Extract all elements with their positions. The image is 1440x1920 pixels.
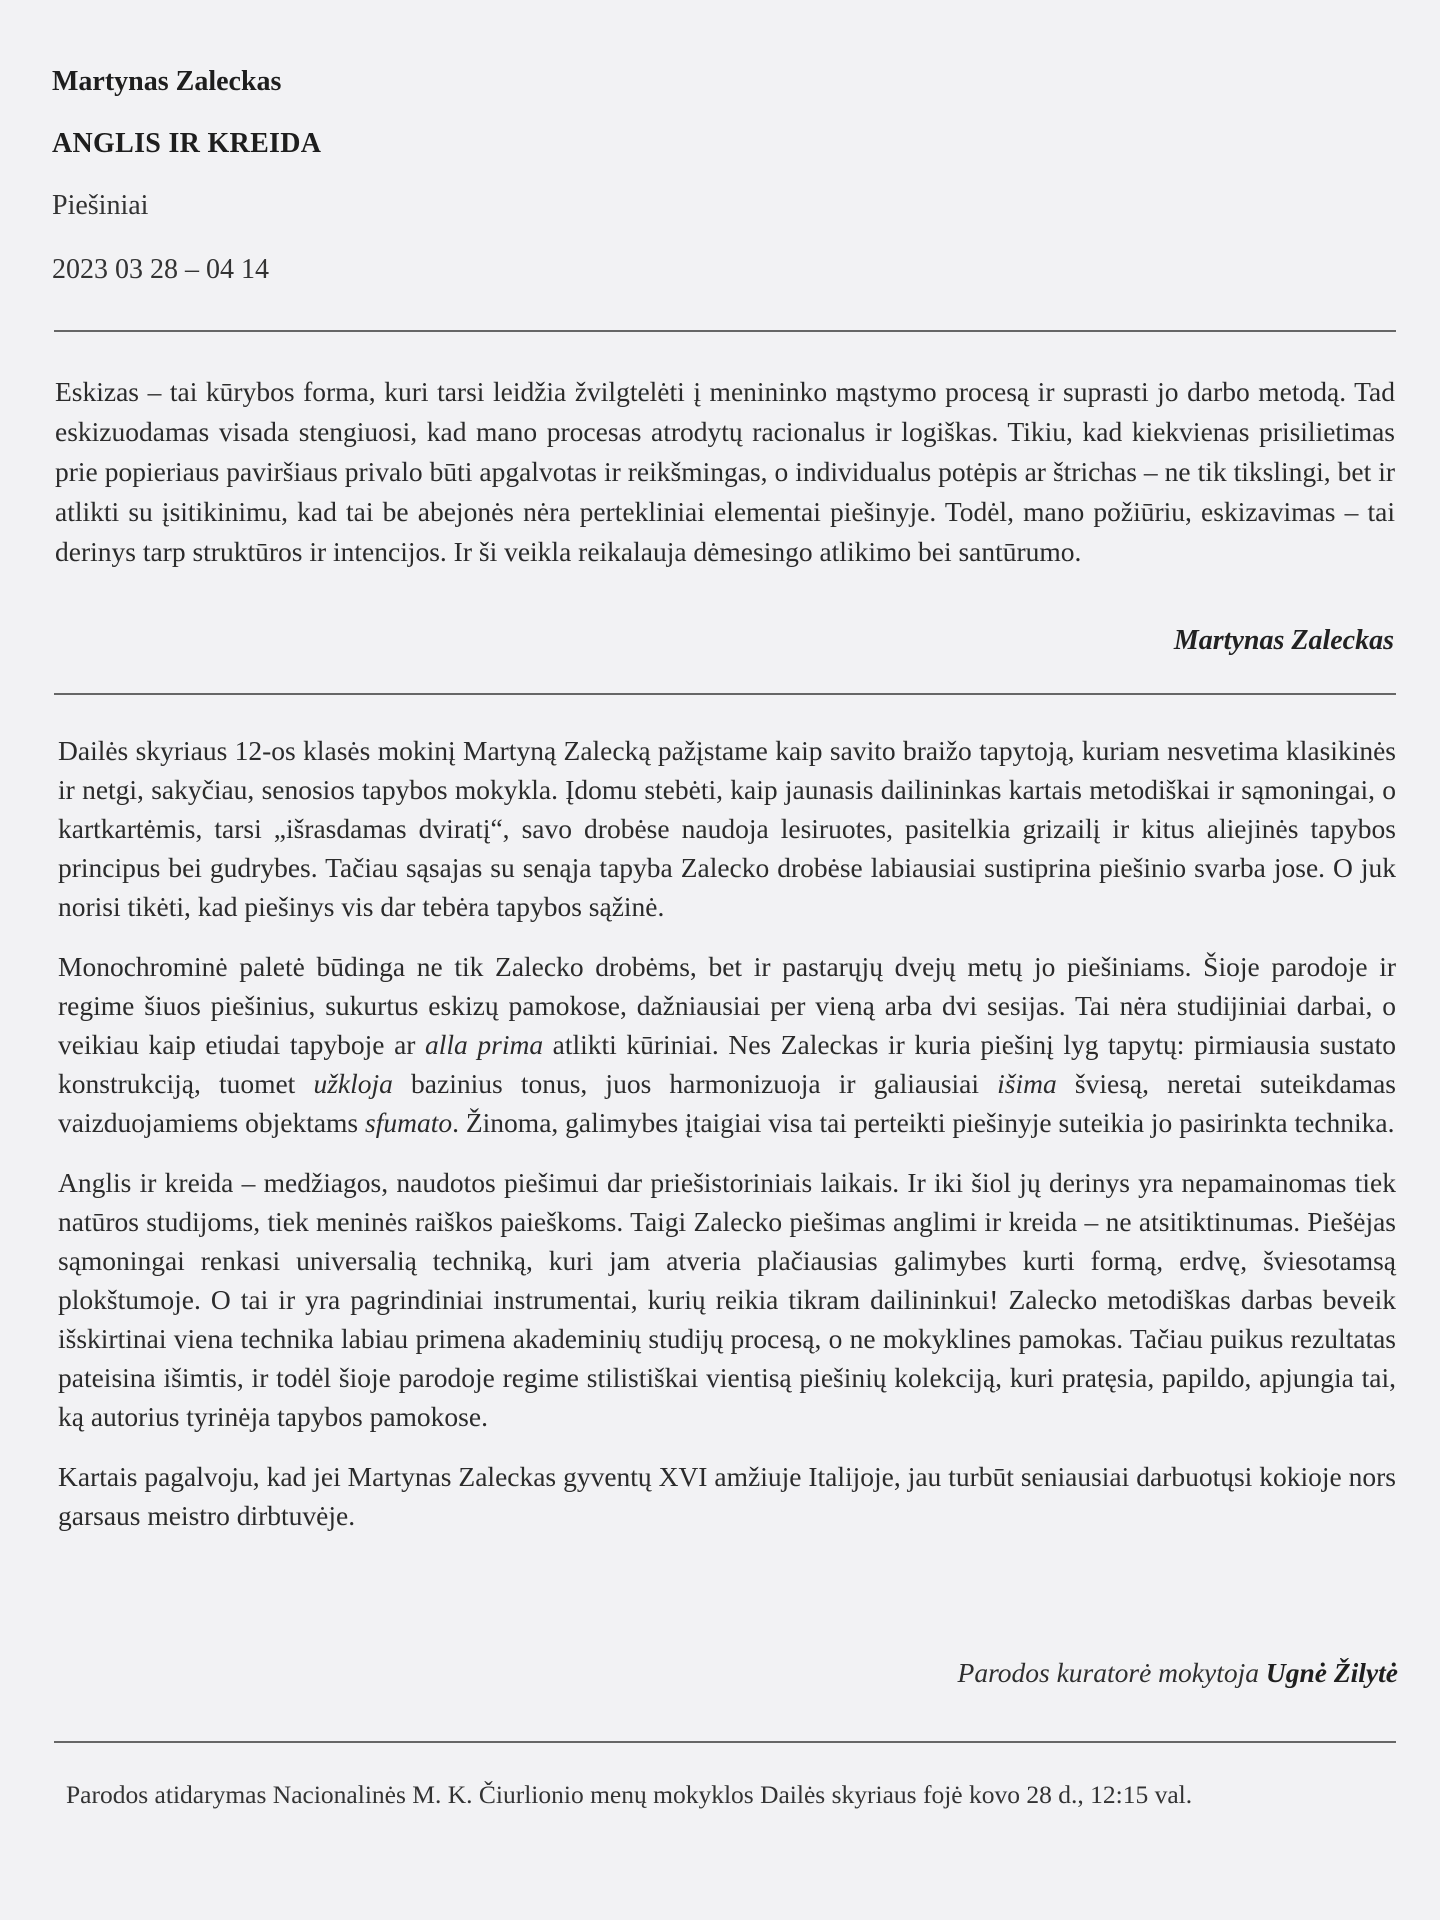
exhibition-subtitle: Piešiniai — [52, 190, 149, 221]
essay-paragraph-1: Dailės skyriaus 12-os klasės mokinį Martyną Zalecką pažįstame kaip savito braižo tapytoją, kuriam nesvetima klasikinės ir netgi, sakyčiau, senosios tapybos mokykla. Įdomu stebėti, kaip jaunasis dailininkas kartais metodiškai ir sąmoningai, o kartkartėmis, tarsi „išrasdamas dviratį“, savo drobėse naudoja lesiruotes, pasitelkia grizailį ir kitus aliejinės tapybos principus bei gudrybes. Tačiau sąsajas su senąja tapyba Zalecko drobėse labiausiai sustiprina piešinio svarba jose. O juk norisi tikėti, kad piešinys vis dar tebėra tapybos sąžinė. — [58, 735, 1396, 922]
opening-info: Parodos atidarymas Nacionalinės M. K. Čiurlionio menų mokyklos Dailės skyriaus fojė kovo 28 d., 12:15 val. — [66, 1780, 1193, 1809]
divider-middle — [54, 693, 1396, 695]
essay-text: atlikti kūriniai. Nes Zaleckas ir kuria piešinį lyg tapytų: pirmiausia sustato konstrukciją, tuomet — [58, 1029, 1397, 1099]
essay-text: Monochrominė paletė būdinga ne tik Zalecko drobėms, bet ir pastarųjų dvejų metų jo piešiniams. Šioje parodoje ir regime šiuos piešinius, sukurtus eskizų pamokose, dažniausiai per vieną arba dvi sesijas. Tai nėra studijiniai darbai, o veikiau kaip etiudai tapyboje ar — [58, 951, 1396, 1060]
exhibition-title: ANGLIS IR KREIDA — [52, 128, 322, 159]
essay-paragraph-4: Kartais pagalvoju, kad jei Martynas Zaleckas gyventų XVI amžiuje Italijoje, jau turbūt seniausiai darbuotųsi kokioje nors garsaus meistro dirbtuvėje. — [58, 1461, 1396, 1531]
divider-top — [54, 330, 1396, 332]
curator-signature — [958, 1657, 1398, 1689]
emphasis-term: išima — [997, 1068, 1057, 1099]
essay-text: . Žinoma, galimybes įtaigiai visa tai perteikti piešinyje suteikia jo pasirinkta technika. — [452, 1107, 1395, 1138]
header — [52, 66, 1380, 286]
artist-statement — [55, 372, 1395, 572]
essay-paragraph-3: Anglis ir kreida – medžiagos, naudotos piešimui dar priešistoriniais laikais. Ir iki šiol jų derinys yra nepamainomas tiek natūros studijoms, tiek meninės raiškos paieškoms. Taigi Zalecko piešimas anglimi ir kreida – ne atsitiktinumas. Piešėjas sąmoningai renkasi universalią techniką, kuri jam atveria plačiausias galimybes kurti formą, erdvę, šviesotamsą plokštumoje. O tai ir yra pagrindiniai instrumentai, kurių reikia tikram dailininkui! Zalecko metodiškas darbas beveik išskirtinai viena technika labiau primena akademinių studijų procesą, o ne mokyklines pamokas. Tačiau puikus rezultatas pateisina išimtis, ir todėl šioje parodoje regime stilistiškai vientisą piešinių kolekciją, kuri pratęsia, papildo, apjungia tai, ką autorius tyrinėja tapybos pamokose. — [58, 1167, 1396, 1432]
statement-signature: Martynas Zaleckas — [1173, 625, 1394, 656]
exhibition-dates: 2023 03 28 – 04 14 — [52, 254, 269, 285]
emphasis-term: alla prima — [425, 1029, 544, 1060]
curator-name: Ugnė Žilytė — [1265, 1657, 1398, 1688]
emphasis-term: sfumato — [365, 1107, 453, 1138]
statement-text: Eskizas – tai kūrybos forma, kuri tarsi leidžia žvilgtelėti į menininko mąstymo procesą ir suprasti jo darbo metodą. Tad eskizuodamas visada stengiuosi, kad mano procesas atrodytų racionalus ir logiškas. Tikiu, kad kiekvienas prisilietimas prie popieriaus paviršiaus privalo būti apgalvotas ir reikšmingas, o individualus potėpis ar štrichas – ne tik tikslingi, bet ir atlikti su įsitikinimu, kad tai be abejonės nėra pertekliniai elementai piešinyje. Todėl, mano požiūriu, eskizavimas – tai derinys tarp struktūros ir intencijos. Ir ši veikla reikalauja dėmesingo atlikimo bei santūrumo. — [55, 376, 1395, 567]
artist-name: Martynas Zaleckas — [52, 66, 282, 97]
emphasis-term: užkloja — [313, 1068, 393, 1099]
essay-paragraph-2 — [58, 947, 1396, 1142]
divider-bottom — [54, 1741, 1396, 1743]
curator-essay — [58, 731, 1396, 1556]
essay-text: bazinius tonus, juos harmonizuoja ir galiausiai — [392, 1068, 998, 1099]
curator-role: Parodos kuratorė mokytoja — [957, 1657, 1259, 1688]
essay-text: šviesą, neretai suteikdamas vaizduojamiems objektams — [58, 1068, 1396, 1138]
